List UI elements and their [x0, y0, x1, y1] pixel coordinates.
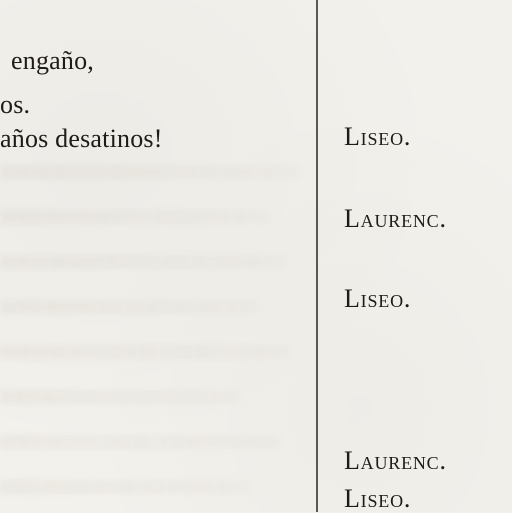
speaker-name-3: Liseo. — [344, 284, 412, 313]
bleed-through-mark — [0, 165, 300, 179]
verse-line-1: engaño, — [11, 46, 94, 75]
bleed-through-mark — [0, 210, 270, 224]
verse-line-2: os. — [0, 90, 31, 119]
verse-line-3: años desatinos! — [0, 124, 163, 153]
bleed-through-mark — [0, 255, 285, 269]
bleed-through-mark — [0, 435, 280, 449]
speaker-name-1: Liseo. — [344, 122, 412, 151]
bleed-through-mark — [0, 480, 250, 494]
bleed-through-mark — [0, 345, 290, 359]
column-divider — [316, 0, 318, 512]
speaker-name-2: Laurenc. — [344, 204, 447, 233]
bleed-through-mark — [0, 300, 260, 314]
bleed-through-mark — [0, 390, 240, 404]
speaker-name-4: Laurenc. — [344, 446, 447, 475]
speaker-name-5: Liseo. — [344, 484, 412, 513]
